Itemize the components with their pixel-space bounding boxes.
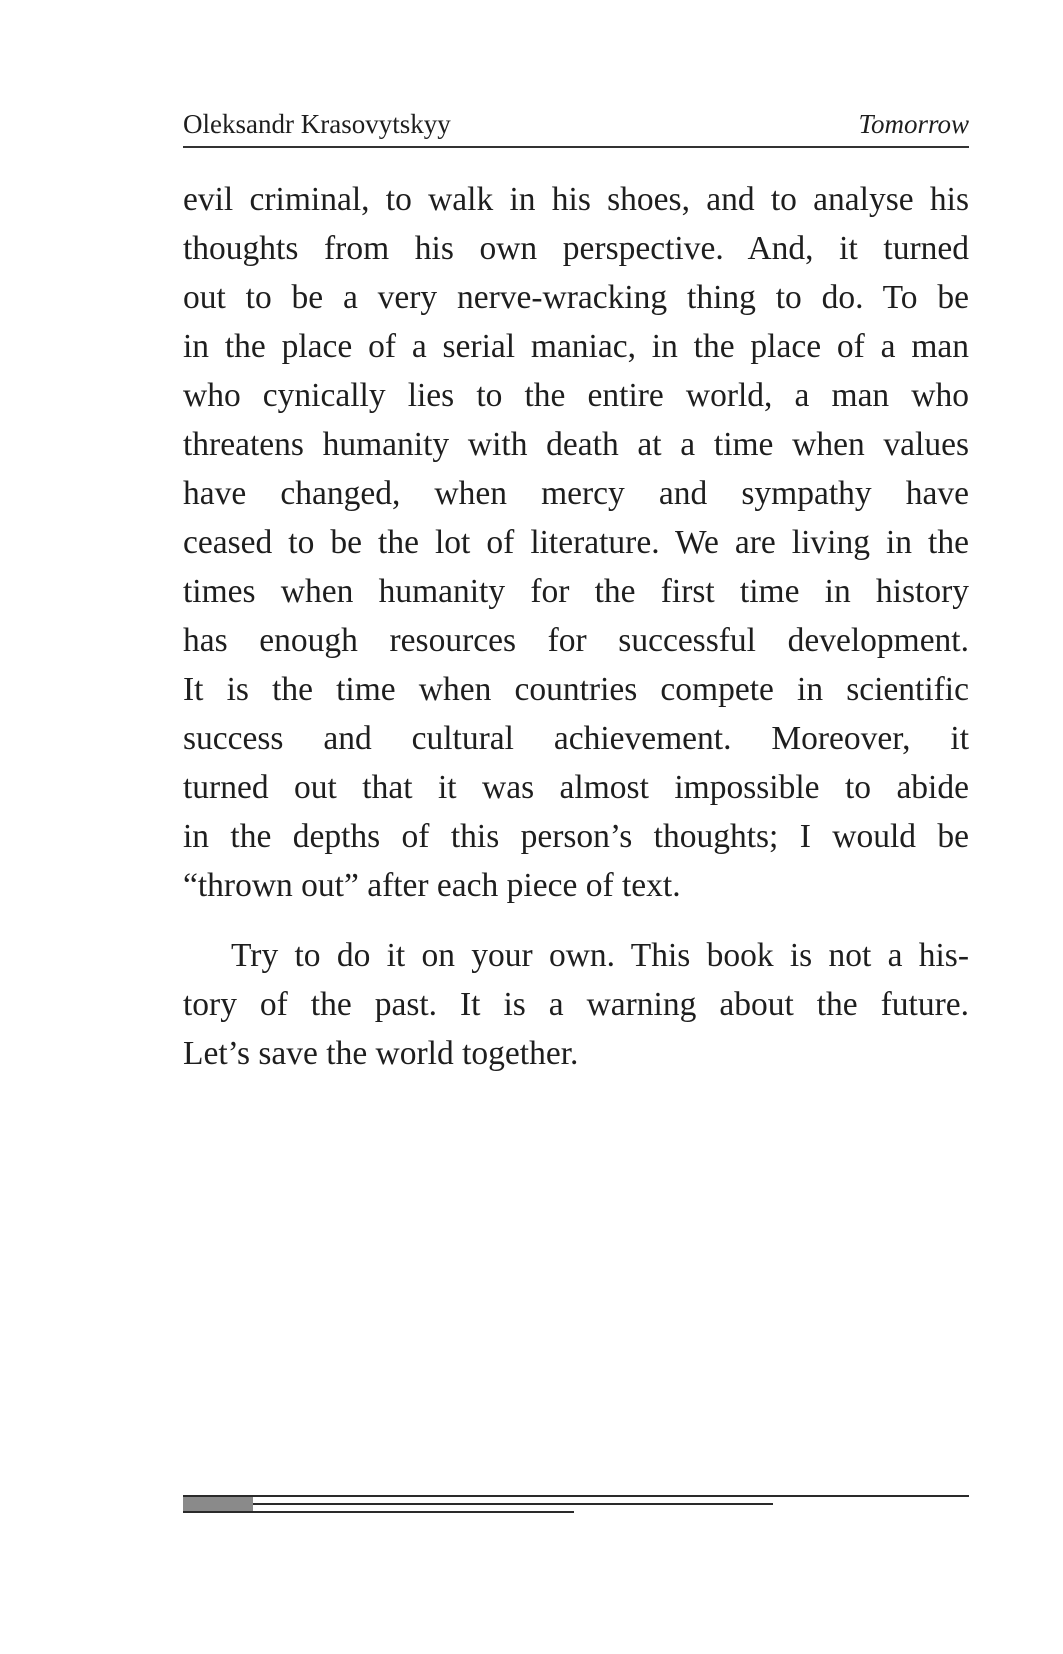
footer-rule-bottom [183, 1511, 574, 1513]
text-line: have changed, when mercy and sympathy have [183, 475, 969, 512]
text-line: in the place of a serial maniac, in the place of a man [183, 328, 969, 365]
text-line: It is the time when countries compete in scientific [183, 671, 969, 708]
text-line: thoughts from his own perspective. And, it turned [183, 230, 969, 267]
text-line: who cynically lies to the entire world, a man who [183, 377, 969, 414]
text-line: “thrown out” after each piece of text. [183, 867, 681, 904]
text-line: success and cultural achievement. Moreover, it [183, 720, 969, 757]
footer-rule-top [183, 1495, 969, 1497]
header-author: Oleksandr Krasovytskyy [183, 109, 451, 139]
text-line: ceased to be the lot of literature. We are living in the [183, 524, 969, 561]
text-line: Let’s save the world together. [183, 1035, 579, 1072]
text-line: has enough resources for successful development. [183, 622, 969, 659]
text-line: Try to do it on your own. This book is not a his- [231, 937, 969, 974]
paragraph-1 [183, 175, 969, 910]
text-line: turned out that it was almost impossible to abide [183, 769, 969, 806]
text-line: out to be a very nerve-wracking thing to do. To be [183, 279, 969, 316]
text-line: tory of the past. It is a warning about the future. [183, 986, 969, 1023]
text-line: in the depths of this person’s thoughts; I would be [183, 818, 969, 855]
footer-ornament-block [183, 1496, 253, 1512]
text-line: threatens humanity with death at a time when values [183, 426, 969, 463]
running-header [183, 106, 969, 148]
text-line: times when humanity for the first time in history [183, 573, 969, 610]
header-book-title: Tomorrow [858, 109, 969, 139]
footer-rule-middle [253, 1503, 773, 1505]
page-body [183, 175, 969, 1078]
text-line: evil criminal, to walk in his shoes, and to analyse his [183, 181, 969, 218]
paragraph-2 [183, 931, 969, 1078]
